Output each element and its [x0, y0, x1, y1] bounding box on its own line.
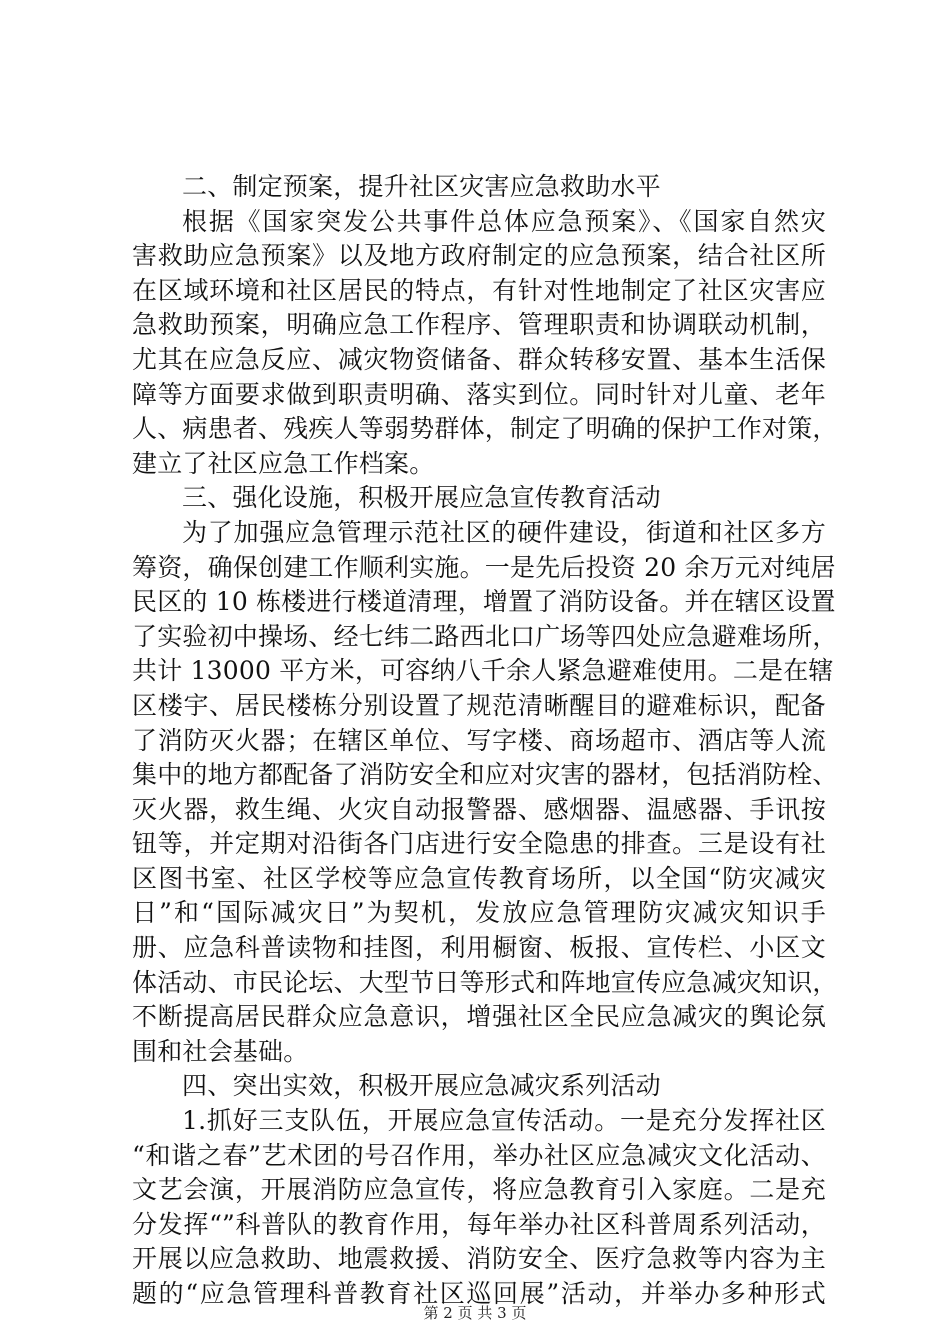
section-heading: 二、制定预案，提升社区灾害应急救助水平 [182, 172, 661, 201]
paragraph-line: 民区的 10 栋楼进行楼道清理，增置了消防设备。并在辖区设置 [132, 587, 836, 617]
paragraph-line: 根据《国家突发公共事件总体应急预案》、《国家自然灾 [182, 206, 826, 236]
paragraph-line: 共计 13000 平方米，可容纳八千余人紧急避难使用。二是在辖 [132, 656, 834, 686]
paragraph-line: 障等方面要求做到职责明确、落实到位。同时针对儿童、老年 [132, 379, 826, 409]
paragraph-line: 筹资，确保创建工作顺利实施。一是先后投资 20 余万元对纯居 [132, 552, 836, 582]
paragraph-line: 日”和“国际减灾日”为契机，发放应急管理防灾减灾知识手 [132, 898, 826, 928]
paragraph-line: 文艺会演，开展消防应急宣传，将应急教育引入家庭。二是充 [132, 1175, 826, 1205]
paragraph-line: “和谐之春”艺术团的号召作用，举办社区应急减灾文化活动、 [132, 1140, 826, 1170]
paragraph-line: 区楼宇、居民楼栋分别设置了规范清晰醒目的避难标识，配备 [132, 690, 826, 720]
paragraph-line: 尤其在应急反应、减灾物资储备、群众转移安置、基本生活保 [132, 344, 826, 374]
paragraph-line: 害救助应急预案》以及地方政府制定的应急预案，结合社区所 [132, 241, 826, 271]
paragraph-line: 册、应急科普读物和挂图，利用橱窗、板报、宣传栏、小区文 [132, 933, 826, 963]
paragraph-line: 人、病患者、残疾人等弱势群体，制定了明确的保护工作对策， [132, 414, 838, 444]
paragraph-line: 1.抓好三支队伍，开展应急宣传活动。一是充分发挥社区 [182, 1106, 826, 1136]
paragraph-line: 了实验初中操场、经七纬二路西北口广场等四处应急避难场所， [132, 621, 838, 651]
paragraph-line: 急救助预案，明确应急工作程序、管理职责和协调联动机制， [132, 310, 826, 340]
paragraph-line: 围和社会基础。 [132, 1036, 309, 1066]
paragraph-line: 为了加强应急管理示范社区的硬件建设，街道和社区多方 [182, 517, 826, 547]
paragraph-line: 开展以应急救助、地震救援、消防安全、医疗急救等内容为主 [132, 1244, 826, 1274]
paragraph-line: 区图书室、社区学校等应急宣传教育场所，以全国“防灾减灾 [132, 863, 826, 893]
paragraph-line: 题的“应急管理科普教育社区巡回展”活动，并举办多种形式 [132, 1279, 826, 1308]
page-footer: 第 2 页 共 3 页 [423, 1304, 527, 1322]
paragraph-line: 不断提高居民群众应急意识，增强社区全民应急减灾的舆论氛 [132, 1002, 826, 1032]
paragraph-line: 建立了社区应急工作档案。 [132, 448, 435, 478]
paragraph-line: 在区域环境和社区居民的特点，有针对性地制定了社区灾害应 [132, 275, 826, 305]
paragraph-line: 集中的地方都配备了消防安全和应对灾害的器材，包括消防栓、 [132, 760, 838, 790]
section-heading: 四、突出实效，积极开展应急减灾系列活动 [182, 1071, 661, 1101]
paragraph-line: 分发挥“”科普队的教育作用，每年举办社区科普周系列活动， [132, 1209, 826, 1239]
paragraph-line: 灭火器，救生绳、火灾自动报警器、感烟器、温感器、手讯按 [132, 794, 826, 824]
paragraph-line: 钮等，并定期对沿街各门店进行安全隐患的排查。三是设有社 [132, 829, 826, 859]
section-heading: 三、强化设施，积极开展应急宣传教育活动 [182, 483, 661, 513]
paragraph-line: 体活动、市民论坛、大型节日等形式和阵地宣传应急减灾知识， [132, 967, 838, 997]
document-body [132, 170, 838, 1312]
paragraph-line: 了消防灭火器；在辖区单位、写字楼、商场超市、酒店等人流 [132, 725, 826, 755]
